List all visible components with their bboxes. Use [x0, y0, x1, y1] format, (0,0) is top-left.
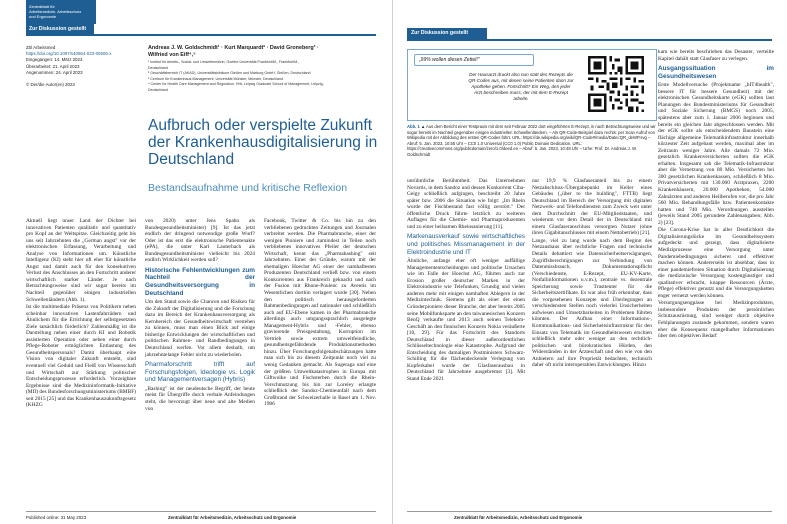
copyright: © Der/die Autor(en) 2023 [26, 82, 75, 88]
paragraph: Die Corona-Krise hat in aller Deutlichkeit die Digitalisierungslücke im Gesundheitssystem aufgedeckt und gezeigt, dass digitalisierte Mediziprozesse eine Versorgung unter Pandemiebedingungen sicherer und effektiver machen können. Andererseits ist absehbar, dass in einer pandemiefreien Situation durch Digitalisierung die medizinische Versorgung kostengünstiger und qualitativer erbracht, knappe Ressourcen (Ärzte, Pflege) effektiver genutzt und die Versorgungsketten enger vernetzt werden können. [658, 227, 774, 299]
right-page [394, 0, 787, 524]
paragraph: Ähnliche, anfangs eher oft weniger auffällige Managemententscheidungen und politische Ursachen wie im Falle der Hoechst AG, führten auch zur Erosion großer deutscher Marken in der Elektroindustrie wie Telefunken, Grundig und vielen anderen mehr mit einigen namhaften Ablegern in der Medizintechnik. Siemens gilt als einer der einen Gründerpioniere dieser Branche, der aber bereits 2005 seine Mobilfunksparte an den taiwanesischen Konzern BenQ verkaufte und 2013 auch seinen Telekom-Geschäft an den finnischen Konzern Nokia veräußerte [10, 29]. Für das Fortschritt des Standorts Deutschland in dieser außerordentlichen Schlüsseltechnologie eine Katastrophe. Aufgrund der Entscheidung des damaligen Postministers Schwarz-Schilling für die flächendeckende Verlegung von Kupferkabel wurde der Glasfaserausbau in Deutschland für Jahrzehnte ausgebremst [3]. Mit Stand Ende 2021 [407, 258, 525, 382]
paragraph: Um den Stand sowie die Chancen und Risiken für die Zukunft der Digitalisierung und die Forschung dazu im Bereich der Krankenhausversorgung als Kernbereich der Gesundheitswirtschaft verstehen zu können, muss man einen Blick auf einige bisherige Entwicklungen der wirtschaftlichen und politischen Rahmen- und Randbedingungen in Deutschland werfen. Vor allem deshalb, um jahrzehntelange Fehler nicht zu wiederholen. [145, 299, 255, 358]
accepted-date: Überarbeitet: 21. April 2023 [26, 63, 80, 69]
paragraph: kam wie bereits beschrieben das Desaster, verteilte Kapitel dahält statt Glasfaser zu verlegen. [658, 49, 774, 62]
revised-date: Angenommen: 24. April 2023 [26, 69, 83, 75]
paragraph: Aktuell liegt unser Land der Dichter bei innovativen Patienten qualitativ und quantitativ pro Kopf an der Weltspitze. Gleichzeitig geht bis uns seit Jahrzehnten die „German angst" vor der elektronischen Erfassung, Verarbeitung und Analyse von Informationen um. Künstliche Intelligenz (KI) steht hier oft eher für künstliche Angst und damit auch für den konsekutiven Verlust des Anschlusses an den Fortschritt anderer wirtschaftlich starker Länder. Je nach Betrachtungsweise sind wir sogar bereits im Nachteil gegenüber einigen industriellen Schwellenländern (Abb. 1). [26, 218, 136, 303]
authors [148, 45, 378, 59]
paragraph: Facebook, Twitter & Co. bis hin zu den verbliebenen gedruckten Zeitungen und Journalen verbreitet werden. Die Pharmabranche, einer der wenigen Pioniere und zumindest in Teilen noch verbliebenes innovatives Pfeiler der deutschen Wirtschaft, kennt das „Pharmabashing" seit Jahrzehnten. Einer der Gründe, warum mit der ehemaligen Hoechst AG einer der namhaftesten Produzenten Deutschland verließ bzw. von einem Konkurrenten aus Frankreich geknackt und nach der Fusion mit Rhone-Poulenc zu Aventis im Wesentlichen dorthin verlagert wurde [30]. Neben den politisch herausgeforderten Rahmenbedingungen auf nationaler und schließlich auch auf EU-Ebene kamen in der Pharmabranche allerdings auch umgangssprachlich ausgelegte Management-Hybris und -Fehler, ebenso gravierende Preisgestaltung, Korruption im Vertrieb sowie extrem umweltfeindliche, gesundheitsgefährdende Produktionsmethoden hinzu. Über Forschungsfolgenabschätzungen hatte man sich bis zu diesem Zeitpunkt noch viel zu wenig Gedanken gemacht. Als Sugeraga und eine der größten Umweltkatastrophen in Europa mit Giftwolke und Fischsterben durch die Rhein-Verschmutzung bis hin zur Loreley erlangte schließlich der Sandoz-Chemieunfall nach dem Großbrand der Schweizerhalle in Basel am 1. Nov. 1986 [264, 218, 376, 408]
affiliation: ² Geschäftsbereich IT (AKAD), Universitätsklinikum Gießen und Marburg GmbH, Gießen, Deutschland [148, 71, 311, 75]
affiliations [148, 60, 383, 93]
journal-line-1: Zentralblatt für [29, 4, 55, 9]
article-title: Aufbruch oder verspielte Zukunft der Krankenhausdigitalisierung in Deutschland [148, 117, 378, 168]
paragraph: nur 19,9 % Glasfaseranteil bis zu einem Netzabschluss-/Übergabepunkt im Keller eines Gebäudes („über to the building", FTTB) liegt Deutschland im Bereich der Versorgung mit digitalen Netzwerk- und Telefondiensten zum Zweck weit unter dem Durchschnitt der EU-Mitgliedstaaten, und wiederum vor dem Detail der in Deutschland mit einem Glasfaseranschluss versorgten Nutzer (ohne ihren Gigabitanschlusses mit einem Nettobetrieb) [21]. [532, 178, 652, 237]
section-heading: Historische Fehlentwicklungen zum Nachteil der Gesundheitsversorgung in Deutschland [145, 266, 255, 297]
header-rule-right [407, 39, 772, 41]
journal-line-2: Arbeitsmedizin, Arbeitsschutz [29, 9, 82, 14]
footer-rule-right [407, 511, 772, 512]
footer-journal-left: Zentralblatt für Arbeitsmedizin, Arbeitsschutz und Ergonomie [168, 515, 297, 520]
paragraph: unrühmliche Berühmtheit. Das Unternehmen Novartis, in dem Sandoz und dessen Konkurrent Ciba-Geigy schließlich aufgingen, beschreibt 20 Jahre später bzw. 2006 die Situation wie folgt: „Im Rhein wurde der Fischbestand fast völlig zerstört." Der öffentliche Druck führte letztlich zu weiteren Auflagen für die Chemie- und Pharmaproduzenten und zu einer heilsamen Rheinsanierung [11]. [407, 178, 525, 230]
section-label-right: Zur Diskussion gestellt [407, 28, 487, 39]
doi-link[interactable]: https://doi.org/10.1007/s40664-023-00506-x [26, 51, 112, 57]
body-column-5 [532, 178, 652, 508]
figure-caption-label: Abb. 1 [407, 124, 420, 129]
paragraph: Erste Modellversuche (Projektname „bIT4health", bessere IT für bessere Gesundheit) mit der elektronischen Gesundheitskarte (eGK) sollten laut Planungen des Bundesministeriums für Gesundheit und Soziale Sicherung (BMGS) noch 2005, spätestens aber zum 1. Januar 2006 beginnen und bereits ein gleichen Jahr abgeschlossen werden. Mit der eGK sollte als entscheidendem Baustein eine flächige allgemeine Telematikinfrastruktur innerhalb kürzester Zeit aufgebaut werden, maximal aber im Zeitraum weniger Jahre. Alle damals 72 Mio. gesetzlich Krankenversicherten sollten die eGK erhalten. Insgesamt sah die Telematik-Infrastruktur aber die Vernetzung von 80 Mio. Versicherten bei 300 gesetzlichen Krankenkassen, schließlich 8 Mio. Privatversicherten mit 130.000 Arztpraxen, 2200 Krankenhäusern, 20.000 Apotheken, 54.000 Zahnärzten und anderen Heilberufen vor, die pro Jahr 560 Mio. Behandlungsfälle bzw. Patientenkontakte hatten und 740 Mio. Verordnungen ausstellen (jeweils Stand 2005 gerundete Zahlenangaben; Abb. 2) [23]. [658, 82, 774, 226]
body-column-1 [26, 218, 136, 508]
footer-journal-right: Zentralblatt für Arbeitsmedizin, Arbeitsschutz und Ergonomie [454, 515, 583, 520]
paragraph: von 2020) unter Jens Spahn als Bundesgesundheitsminister) [9]. Ist das jetzt endlich der dringend notwendige große Wurf? Oder ist das erst die elektronische Patientenakte (ePA), die unter Karl Lauterbach als Bundesgesundheitsminister vielleicht bis 2024 endlich Wirklichkeit werden soll? [145, 218, 255, 264]
paragraph: Versorgungsengpässe bei Medizinprodukten, insbesondere Produkten der persönlichen Schutzausrüstung, sind weniger durch objektive Fehlplanungen zustande gekommen, sondern waren eher die Konsequenz mangelhafter Informationen über den objektiven Bedarf [658, 300, 774, 340]
left-page [0, 0, 393, 524]
paragraph: Ist die multimediale Präsenz von Politikern neben scheinbar innovativen Lastenfahrrädern und Ähnlichem für die Errichtung der selbstgesetzten Ziele tatsächlich förderlich? Zahlenmäßig ist die Darstellung neben einer durch KI und Robotik assistierten Operation oder neben einer durch Pflege-Roboter ermöglichten Entlastung des Gesundheitspersonals? Damit überhaupt eine Vision von digitaler Zukunft entsteht, sind eventuell viel Geduld und Fleiß von Wissenschaft und Wirtschaft zur Stärkung politischer Entscheidungsprozesse erforderlich. Vorzeigbare Ergebnisse sind die Medizininformatik-Initiative (MII) des Bundesforschungsministeriums (BMBF) seit 2015 [25] und das Krankenhauszukunftsgesetz (KHZG [26, 304, 136, 409]
body-column-3 [264, 218, 376, 508]
figure-caption-text: ▲ Aus dem Bericht einer Testpraxis mit dem seit Februar 2022 dort eingeführten E-Rezept, in nach Betrachtungsweise und wir sogar bereits im Nachteil gegenüber einigen industriellen Schwellenländern. – Als QR-Code-Beispiel dazu rechts: per Scan Aufruf von Wikipedia mit der Abbildung des ersten QR-Codes führt. URL: https://de.wikipedia.org/wiki/QR-Code#/media/Datei:QR_deWP.svg – Abruf: 5. Jan. 2023, 10:55 Uhr – CC0 1.0 Universal (CC0 1.0) Public Domain Dedication. URL: https://creativecommons.org/publicdomain/zero/1.0/deed.en – Abruf: 5. Jan. 2023, 10:48 Uhr – Urhe: Prof. Dr. Andreas J. W. Goldschmidt [407, 124, 656, 157]
figure-text: Der Hausarzt druckt also nun statt des Rezepts die QR-Codes aus, mit denen seine Patienten dann zur Apotheke gehen. Fortschritt? Ein Weg, den jeder Arzt beschreiben muss, der mit dem E-Rezept arbeite. [468, 72, 574, 101]
authors-line-1: Andreas J. W. Goldschmidt¹ · Kurt Marquardt² · David Groneberg³ · [148, 45, 319, 51]
affiliation: ⁴ Center for Health Care Management and Regulation, HHL Leipzig Graduate School of Management, Leipzig, [148, 82, 324, 86]
affiliation: ¹ Institut für Arbeits-, Sozial- und Umweltmedizin, Goethe-Universität Frankfurt/M., Frankfurt/M., [148, 60, 300, 64]
footer-rule-left [26, 511, 376, 512]
body-column-2 [145, 218, 255, 508]
received-date: Eingegangen: 14. März 2023 [26, 57, 83, 63]
affiliation: Deutschland [148, 65, 168, 70]
paragraph: „Bashing" ist der neudeutsche Begriff, der heute meist für Übergriffe durch verbale Anfeindungen steht, die bevorzugt über neue und alte Medien von [145, 385, 255, 412]
subsection-heading: Markenausverkauf sowie wirtschaftliches und politisches Missmanagement in der Elektroindustrie und IT [407, 233, 525, 256]
subsection-heading: Pharmaforschritt trifft auf Forschungsfolgen, Ideologie vs. Logik und Managementversagen (Hybris) [145, 361, 255, 384]
journal-badge [26, 0, 96, 24]
qr-code-icon [588, 56, 644, 112]
journal-line-3: und Ergonomie [29, 14, 57, 19]
authors-line-2: Wilfried von Eiff⁴,⁵ [148, 51, 196, 58]
figure-1 [407, 49, 657, 121]
affiliation: ³ Centrum für Krankenhaus-Management, Universität Münster, Münster, Deutschland [148, 76, 284, 81]
body-column-4 [407, 178, 525, 508]
affiliation: Deutschland [148, 87, 168, 92]
journal-abbrev: Zbl Arbeitsmed [26, 45, 56, 50]
figure-note: „99% wollen diesen Zettel!" [414, 54, 534, 66]
published-date: Published online: 31 May 2023 [26, 515, 87, 520]
section-heading: Ausgangssituation im Gesundheitswesen [658, 65, 774, 80]
paragraph: Lange, viel zu lang wurde nach dem Beginn des Netzausbaus über rechtliche Fragen und technische Details debattiert wie Datensicherheitserwägungen, Zugriffsberechtigungen zur Verbindung von Datenmissbrauch, Dokumentationspflicht (Verschiedenste, E-Rezept, EU-KV-Karte, Notfallinformationen u.v.m.), zentrale vs. dezentrale Speicherung sowie Trusttenter für die Sicherheitszertifikate. Es war also früh erkennbar, dass die vorgesehenen Konzepte und Überlegungen an verschiedensten Stellen noch vielerlei Unsicherheiten aufwiesen und Umsetzbarkeiten in Problemen führten könnten. Der Aufbau einer Informations-, Kommunikations- und Sicherheitsinfrastruktur für den Einsatz von Telematik im Gesundheitswesen erschien schließlich mehr oder weniger an den rechtlich- politischen und bürokratischen Hürden, den Widerständen in der Ärzteschaft und den wie von den Anbietern auf ihre Proprietät bedachten, technisch daher oft nicht interoperablen Entwicklungen. Hinzu [532, 237, 652, 369]
header-rule-left [26, 34, 376, 36]
section-label-left: Zur Diskussion gestellt [26, 24, 94, 34]
figure-caption [407, 124, 659, 158]
article-subtitle: Bestandsaufnahme und kritische Reflexion [148, 182, 348, 194]
article-meta [26, 45, 136, 88]
body-column-6 [658, 49, 774, 508]
